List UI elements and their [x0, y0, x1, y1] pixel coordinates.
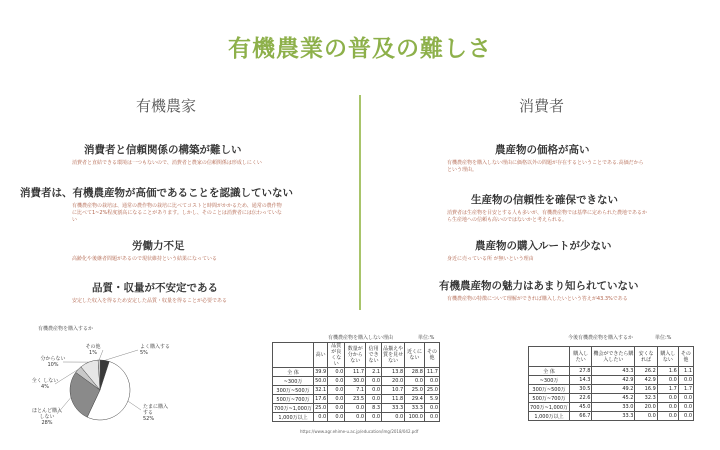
- consumer-heading: 消費者: [519, 97, 565, 115]
- table1-cell: 5.9: [424, 395, 439, 404]
- column-divider: [359, 95, 361, 310]
- table2-cell: 26.2: [635, 367, 657, 376]
- table1-cell: 10.7: [382, 386, 405, 395]
- table1-row-label: 全 体: [273, 368, 314, 377]
- table1-cell: 32.1: [315, 387, 327, 393]
- consumer-issue-purchase-route: [447, 238, 647, 263]
- table1-cell: 0.0: [366, 386, 382, 395]
- table2-cell: 1.6: [657, 367, 678, 376]
- pie-slice-label: 全く しない 4%: [31, 378, 59, 390]
- table1-cell: 0.0: [328, 377, 345, 386]
- table1-header-cell: 高い: [314, 343, 328, 368]
- table2-cell: 45.0: [570, 403, 592, 412]
- table1-row: [273, 404, 440, 413]
- table1-cell: 13.8: [382, 368, 405, 377]
- table2-row-label: 300万~500万: [529, 385, 570, 394]
- pie-slice-label: よく購入する 5%: [140, 344, 171, 356]
- pie-leader-line: [105, 350, 138, 360]
- issue-heading: 有機農産物の魅力はあまり知られていない: [439, 280, 639, 292]
- table1-unit: 単位:%: [418, 335, 435, 341]
- table2-cell: 0.0: [657, 412, 678, 421]
- table2-row-label: 700万~1,000万: [530, 404, 569, 411]
- table1-cell: 0.0: [366, 395, 382, 404]
- issue-heading: 農産物の価格が高い: [495, 144, 590, 156]
- issue-description: 有機農産物の栽培は、通常の農作物の栽培に比べてコストと時間がかかるため、通常の農作物に比べて1~2%程度割高になることがあります。しかし、そのことは消費者には伝わっていない: [72, 203, 282, 223]
- table1-cell: 20.0: [382, 377, 405, 386]
- table1-cell: 0.0: [424, 404, 439, 413]
- table1-cell: 8.3: [366, 404, 382, 413]
- pie-slice-label: ほとんど購入しない 28%: [31, 408, 63, 426]
- table1-cell: 25.0: [424, 386, 439, 395]
- table2-cell: 27.8: [570, 367, 592, 376]
- issue-description: 消費者と直結できる環境は一つもないので、消費者と農家の信頼関係は形成しにくい: [72, 160, 262, 166]
- table1-cell: 29.4: [405, 395, 425, 404]
- table2-header-cell: 安くなれば: [635, 347, 657, 367]
- table1-header-cell: その他: [424, 343, 439, 368]
- table2-header-cell: 機会ができたら購入したい: [592, 347, 635, 367]
- table2-cell: 66.7: [570, 412, 592, 421]
- table2-row-label: ~300万: [529, 376, 570, 385]
- table2-row-label: 全 体: [529, 367, 570, 376]
- table1-header-cell: 近くにない: [405, 343, 425, 368]
- table1-cell: 30.0: [345, 377, 366, 386]
- table1-cell: 0.0: [314, 413, 328, 422]
- table1-cell: 11.7: [345, 368, 366, 377]
- pie-slice-label: その他 1%: [85, 344, 101, 356]
- table2-cell: 16.9: [635, 385, 657, 394]
- table1-header-cell: 品揃えや質を見せない: [382, 343, 405, 368]
- table2-cell: 45.2: [592, 394, 635, 403]
- issue-heading: 消費者と信頼関係の構築が難しい: [84, 144, 242, 156]
- table1-row-label: 700万~1,000万: [274, 405, 313, 412]
- table1-cell: 0.0: [424, 413, 439, 422]
- table2-row: [529, 376, 694, 385]
- farmer-issue-labor: [72, 238, 302, 263]
- table1-header-cell: 信用できない: [366, 343, 382, 368]
- table2-cell: 0.0: [678, 394, 693, 403]
- table2-cell: 20.0: [635, 403, 657, 412]
- table2-cell: 49.2: [592, 385, 635, 394]
- table2-header-cell: [529, 347, 570, 367]
- pie-leader-line: [99, 350, 103, 360]
- table1-row: [273, 386, 440, 395]
- source-url: https://www.agr.ehime-u.ac.jp/education/img/2018/042.pdf: [300, 429, 419, 434]
- table2-cell: 42.9: [592, 376, 635, 385]
- table1-cell: 28.8: [405, 368, 425, 377]
- table1-cell: 39.9: [315, 369, 327, 375]
- table2-row: [529, 403, 694, 412]
- table2-cell: 0.0: [678, 376, 693, 385]
- issue-description: 高齢化や後継者問題があるので現状維持という結果になっている: [72, 256, 218, 262]
- table2-cell: 32.3: [635, 394, 657, 403]
- table1-cell: 0.0: [345, 413, 366, 422]
- table2-caption: 今後有機農産物を購入するか: [568, 335, 634, 341]
- table1-row: [273, 395, 440, 404]
- consumer-issue-appeal: [439, 278, 679, 303]
- issue-description: 身近に売っている所 が無いという理由: [447, 256, 534, 262]
- table1-cell: 0.0: [345, 404, 366, 413]
- table1-cell: 0.0: [366, 377, 382, 386]
- table1-cell: 25.0: [315, 405, 327, 411]
- table1-header-cell: 品質が良くない: [328, 343, 345, 368]
- table2-cell: 1.7: [678, 385, 693, 394]
- table1-cell: 33.3: [382, 404, 405, 413]
- table1-row: [273, 368, 440, 377]
- table2-row: [529, 367, 694, 376]
- table2-cell: 0.0: [657, 376, 678, 385]
- table1-caption: 有機農産物を購入しない理由: [328, 335, 394, 341]
- pie-slice-label: 分からない 10%: [40, 356, 66, 368]
- table1-cell: 23.5: [345, 395, 366, 404]
- table1-row: [273, 377, 440, 386]
- issue-heading: 生産物の信頼性を確保できない: [471, 194, 618, 206]
- table1-cell: 17.6: [315, 396, 327, 402]
- table1-header-cell: [273, 343, 314, 368]
- table1-cell: 0.0: [328, 368, 345, 377]
- table1-row-label: 300万~500万: [273, 386, 314, 395]
- table1-row: [273, 413, 440, 422]
- table2-cell: 33.0: [592, 403, 635, 412]
- consumer-issue-price: [447, 142, 647, 174]
- table2-cell: 30.5: [570, 385, 592, 394]
- table2-cell: 0.0: [657, 394, 678, 403]
- table1-cell: 0.0: [328, 404, 345, 413]
- table1-row-label: 1,000万以上: [273, 413, 314, 422]
- table2-cell: 1.1: [678, 367, 693, 376]
- future-purchase-table: [528, 346, 694, 421]
- table2-cell: 0.0: [678, 412, 693, 421]
- table1-header-cell: 数量が分からない: [345, 343, 366, 368]
- table1-cell: 100.0: [405, 413, 425, 422]
- table2-header-cell: 購入したい: [570, 347, 592, 367]
- table1-cell: 0.0: [424, 377, 439, 386]
- table2-row: [529, 394, 694, 403]
- table2-cell: 22.6: [570, 394, 592, 403]
- table1-cell: 11.7: [424, 368, 439, 377]
- issue-description: 安定した収入を得るため安定した品質・収量を得ることが必要である: [72, 298, 228, 304]
- table2-cell: 14.3: [570, 376, 592, 385]
- table2-cell: 0.0: [678, 403, 693, 412]
- table2-cell: 0.0: [635, 412, 657, 421]
- purchase-pie-chart: [25, 340, 175, 440]
- table2-header-cell: 購入しない: [657, 347, 678, 367]
- farmer-issue-quality: [72, 280, 302, 305]
- table2-header-cell: その他: [678, 347, 693, 367]
- table1-cell: 0.0: [328, 395, 345, 404]
- organic-farmer-heading: 有機農家: [136, 97, 197, 115]
- issue-description: 有機農産物の特徴について理解ができれば購入したいという答えが43.3%である: [447, 296, 628, 302]
- table2-unit: 単位:%: [655, 335, 672, 341]
- issue-heading: 品質・収量が不安定である: [92, 282, 218, 294]
- table1-cell: 0.0: [382, 413, 405, 422]
- issue-heading: 農産物の購入ルートが少ない: [475, 240, 612, 252]
- pie-caption: 有機農産物を購入するか: [38, 326, 94, 332]
- table1-cell: 25.0: [405, 386, 425, 395]
- table2-cell: 0.0: [657, 403, 678, 412]
- issue-description: 有機農産物を購入しない理由に価格以外の問題が存在するということである.高価だからという理由。: [447, 160, 644, 173]
- table2-row-label: 1,000万以上: [529, 412, 570, 421]
- table2-cell: 33.3: [592, 412, 635, 421]
- reasons-not-buying-table: [272, 342, 440, 422]
- table2-row: [529, 412, 694, 421]
- table1-cell: 0.0: [366, 413, 382, 422]
- table1-cell: 0.0: [328, 413, 345, 422]
- issue-heading: 労働力不足: [132, 240, 185, 252]
- table2-cell: 43.3: [592, 367, 635, 376]
- page-title: 有機農業の普及の難しさ: [228, 36, 492, 62]
- farmer-issue-price-awareness: [20, 185, 320, 224]
- table1-cell: 7.1: [345, 386, 366, 395]
- table1-row-label: 500万~700万: [273, 395, 314, 404]
- table1-row-label: ~300万: [273, 377, 314, 386]
- table1-cell: 0.0: [328, 386, 345, 395]
- table1-cell: 33.3: [405, 404, 425, 413]
- table1-cell: 11.8: [382, 395, 405, 404]
- issue-heading: 消費者は、有機農産物が高価であることを認識していない: [20, 187, 293, 199]
- table1-cell: 50.0: [315, 378, 327, 384]
- consumer-issue-reliability: [447, 192, 647, 224]
- table1-cell: 0.0: [405, 377, 425, 386]
- table2-cell: 1.7: [657, 385, 678, 394]
- pie-leader-line: [128, 401, 141, 410]
- issue-description: 消費者は生産物を目安とする人も多いが、有機農産物では基準に定められた農地であるから生産地への信頼も高いのではないかと考えられる。: [447, 210, 648, 223]
- table2-row-label: 500万~700万: [529, 394, 570, 403]
- farmer-issue-trust: [72, 142, 302, 167]
- table2-cell: 42.9: [635, 376, 657, 385]
- pie-slice-label: たまに購入する 52%: [143, 404, 169, 422]
- table2-row: [529, 385, 694, 394]
- table1-cell: 2.1: [366, 368, 382, 377]
